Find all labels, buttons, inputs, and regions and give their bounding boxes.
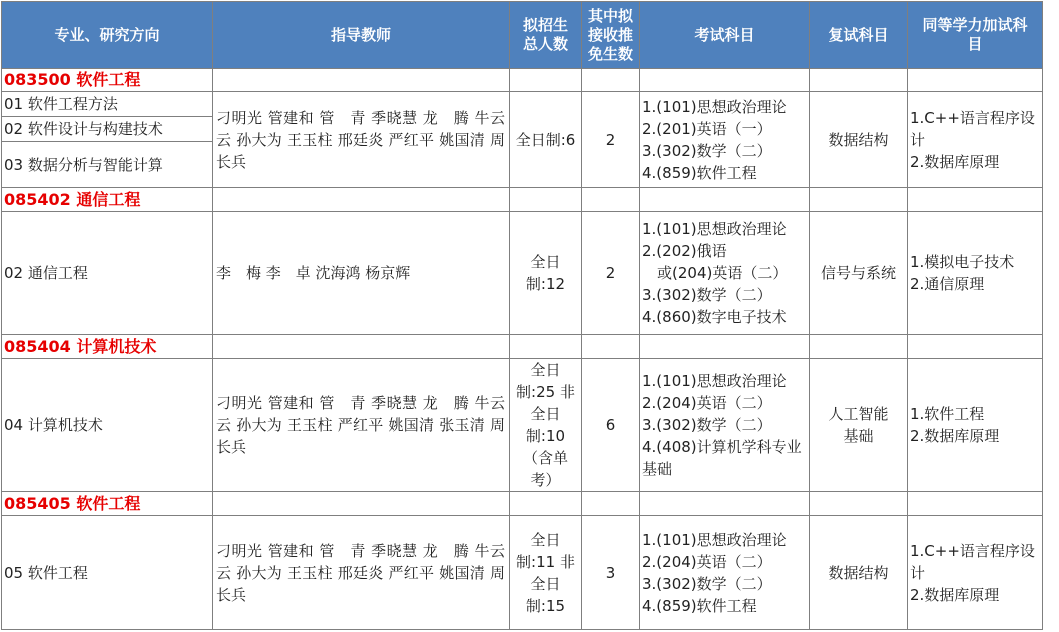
- header-row: [2, 2, 1043, 69]
- teachers-cell: 刁明光 管建和 管 青 季晓慧 龙 腾 牛云云 孙大为 王玉柱 严红平 姚国清 张玉清 周长兵: [213, 359, 510, 492]
- retest-cell: 数据结构: [810, 92, 908, 188]
- section-title: 083500 软件工程: [2, 69, 213, 92]
- section-row: [2, 492, 1043, 516]
- header-teachers: 指导教师: [213, 2, 510, 69]
- exams-cell: 1.(101)思想政治理论 2.(202)俄语 或(204)英语（二） 3.(302)数学（二） 4.(860)数字电子技术: [640, 212, 810, 335]
- retest-cell: 数据结构: [810, 516, 908, 630]
- exams-cell: 1.(101)思想政治理论 2.(204)英语（二） 3.(302)数学（二） 4.(408)计算机学科专业基础: [640, 359, 810, 492]
- header-exempt: 其中拟接收推免生数: [582, 2, 640, 69]
- teachers-cell: 李 梅 李 卓 沈海鸿 杨京辉: [213, 212, 510, 335]
- total-cell: 全日制:12: [510, 212, 582, 335]
- section-title: 085404 计算机技术: [2, 335, 213, 359]
- section-title: 085405 软件工程: [2, 492, 213, 516]
- extra-cell: 1.模拟电子技术 2.通信原理: [908, 212, 1043, 335]
- total-cell: 全日制:25 非全日制:10（含单考）: [510, 359, 582, 492]
- direction-item: 03 数据分析与智能计算: [2, 142, 213, 188]
- extra-cell: 1.C++语言程序设计 2.数据库原理: [908, 516, 1043, 630]
- extra-cell: 1.软件工程 2.数据库原理: [908, 359, 1043, 492]
- exams-cell: 1.(101)思想政治理论 2.(204)英语（二） 3.(302)数学（二） 4.(859)软件工程: [640, 516, 810, 630]
- total-cell: 全日制:6: [510, 92, 582, 188]
- exempt-cell: 2: [582, 212, 640, 335]
- exams-cell: 1.(101)思想政治理论 2.(201)英语（一） 3.(302)数学（二） 4.(859)软件工程: [640, 92, 810, 188]
- teachers-cell: 刁明光 管建和 管 青 季晓慧 龙 腾 牛云云 孙大为 王玉柱 邢廷炎 严红平 姚国清 周长兵: [213, 92, 510, 188]
- direction-item: 02 通信工程: [2, 212, 213, 335]
- total-cell: 全日制:11 非全日制:15: [510, 516, 582, 630]
- exempt-cell: 3: [582, 516, 640, 630]
- direction-item: 02 软件设计与构建技术: [2, 117, 213, 142]
- retest-cell: 人工智能基础: [810, 359, 908, 492]
- header-extra: 同等学力加试科目: [908, 2, 1043, 69]
- teachers-cell: 刁明光 管建和 管 青 季晓慧 龙 腾 牛云云 孙大为 王玉柱 邢廷炎 严红平 姚国清 周长兵: [213, 516, 510, 630]
- header-total: 拟招生总人数: [510, 2, 582, 69]
- direction-item: 04 计算机技术: [2, 359, 213, 492]
- section-row: [2, 188, 1043, 212]
- direction-item: 01 软件工程方法: [2, 92, 213, 117]
- extra-cell: 1.C++语言程序设计 2.数据库原理: [908, 92, 1043, 188]
- section-row: [2, 69, 1043, 92]
- header-retest: 复试科目: [810, 2, 908, 69]
- section-row: [2, 335, 1043, 359]
- header-exams: 考试科目: [640, 2, 810, 69]
- section-title: 085402 通信工程: [2, 188, 213, 212]
- direction-item: 05 软件工程: [2, 516, 213, 630]
- header-major: 专业、研究方向: [2, 2, 213, 69]
- retest-cell: 信号与系统: [810, 212, 908, 335]
- exempt-cell: 2: [582, 92, 640, 188]
- exempt-cell: 6: [582, 359, 640, 492]
- admissions-table: [1, 1, 1043, 630]
